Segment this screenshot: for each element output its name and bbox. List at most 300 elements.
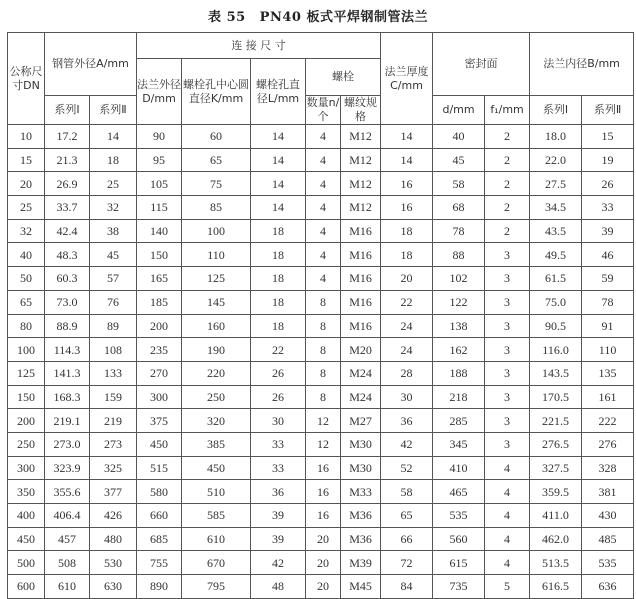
cell-bolt-circle: 250 <box>182 385 251 409</box>
cell-bore-s1: 170.5 <box>530 385 582 409</box>
cell-seal-d: 122 <box>433 290 485 314</box>
cell-bolt-hole: 26 <box>251 385 306 409</box>
cell-bolt-qty: 16 <box>306 504 341 528</box>
cell-bore-s1: 143.5 <box>530 361 582 385</box>
cell-flange-od: 235 <box>137 338 182 362</box>
cell-seal-f1: 3 <box>485 385 530 409</box>
cell-bolt-thread: M16 <box>341 219 381 243</box>
cell-pipe-od-s1: 88.9 <box>45 314 90 338</box>
cell-flange-od: 375 <box>137 409 182 433</box>
cell-seal-f1: 4 <box>485 551 530 575</box>
cell-bore-s2: 39 <box>582 219 634 243</box>
cell-bore-s2: 485 <box>582 527 634 551</box>
cell-flange-od: 685 <box>137 527 182 551</box>
header-flange-od: 法兰外径D/mm <box>137 59 182 125</box>
cell-flange-od: 185 <box>137 290 182 314</box>
table-body <box>8 125 634 599</box>
cell-seal-d: 218 <box>433 385 485 409</box>
cell-bolt-thread: M16 <box>341 290 381 314</box>
cell-pipe-od-s1: 219.1 <box>45 409 90 433</box>
cell-bolt-thread: M33 <box>341 480 381 504</box>
cell-seal-d: 188 <box>433 361 485 385</box>
cell-thickness: 14 <box>381 125 433 149</box>
table-caption: PN40 板式平焊钢制管法兰 <box>259 10 428 25</box>
cell-bore-s2: 59 <box>582 267 634 291</box>
cell-bore-s2: 222 <box>582 409 634 433</box>
cell-bolt-circle: 190 <box>182 338 251 362</box>
cell-bolt-circle: 85 <box>182 196 251 220</box>
header-connection: 连 接 尺 寸 <box>137 33 381 59</box>
cell-flange-od: 150 <box>137 243 182 267</box>
cell-flange-od: 90 <box>137 125 182 149</box>
cell-bolt-thread: M12 <box>341 125 381 149</box>
cell-bore-s2: 110 <box>582 338 634 362</box>
cell-bolt-hole: 18 <box>251 290 306 314</box>
cell-bolt-thread: M16 <box>341 243 381 267</box>
cell-seal-d: 58 <box>433 172 485 196</box>
cell-bolt-hole: 39 <box>251 504 306 528</box>
cell-bolt-hole: 22 <box>251 338 306 362</box>
cell-pipe-od-s2: 426 <box>90 504 137 528</box>
cell-pipe-od-s1: 48.3 <box>45 243 90 267</box>
cell-seal-d: 138 <box>433 314 485 338</box>
cell-bore-s2: 535 <box>582 551 634 575</box>
cell-thickness: 22 <box>381 290 433 314</box>
cell-pipe-od-s2: 45 <box>90 243 137 267</box>
cell-pipe-od-s2: 219 <box>90 409 137 433</box>
header-seal-d: d/mm <box>433 96 485 125</box>
cell-bore-s2: 636 <box>582 575 634 599</box>
cell-bolt-hole: 36 <box>251 480 306 504</box>
cell-bolt-qty: 20 <box>306 575 341 599</box>
header-bore-s1: 系列Ⅰ <box>530 96 582 125</box>
cell-bolt-hole: 33 <box>251 432 306 456</box>
cell-pipe-od-s1: 21.3 <box>45 148 90 172</box>
cell-thickness: 52 <box>381 456 433 480</box>
cell-bolt-qty: 4 <box>306 172 341 196</box>
cell-seal-d: 560 <box>433 527 485 551</box>
cell-bolt-hole: 18 <box>251 314 306 338</box>
cell-bolt-qty: 8 <box>306 290 341 314</box>
header-bolt: 螺栓 <box>306 59 381 96</box>
cell-bolt-thread: M30 <box>341 456 381 480</box>
table-row <box>8 125 634 149</box>
cell-bolt-qty: 4 <box>306 267 341 291</box>
table-row <box>8 432 634 456</box>
cell-dn: 20 <box>8 172 45 196</box>
cell-bolt-thread: M24 <box>341 361 381 385</box>
cell-dn: 80 <box>8 314 45 338</box>
cell-seal-d: 78 <box>433 219 485 243</box>
table-title <box>0 6 636 25</box>
cell-bolt-qty: 8 <box>306 361 341 385</box>
cell-flange-od: 95 <box>137 148 182 172</box>
cell-bore-s1: 359.5 <box>530 480 582 504</box>
cell-bolt-circle: 450 <box>182 456 251 480</box>
table-row <box>8 575 634 599</box>
cell-seal-d: 40 <box>433 125 485 149</box>
table-row <box>8 480 634 504</box>
table-row <box>8 551 634 575</box>
cell-bore-s1: 116.0 <box>530 338 582 362</box>
cell-flange-od: 755 <box>137 551 182 575</box>
cell-dn: 300 <box>8 456 45 480</box>
cell-bolt-qty: 4 <box>306 196 341 220</box>
header-bolt-thread: 螺纹规格 <box>341 96 381 125</box>
cell-dn: 200 <box>8 409 45 433</box>
cell-bolt-thread: M16 <box>341 267 381 291</box>
cell-bolt-hole: 33 <box>251 456 306 480</box>
cell-thickness: 65 <box>381 504 433 528</box>
cell-thickness: 24 <box>381 314 433 338</box>
cell-seal-d: 735 <box>433 575 485 599</box>
cell-pipe-od-s1: 42.4 <box>45 219 90 243</box>
cell-bore-s1: 327.5 <box>530 456 582 480</box>
cell-bore-s2: 33 <box>582 196 634 220</box>
cell-pipe-od-s2: 133 <box>90 361 137 385</box>
cell-flange-od: 300 <box>137 385 182 409</box>
cell-dn: 15 <box>8 148 45 172</box>
cell-seal-d: 102 <box>433 267 485 291</box>
cell-flange-od: 660 <box>137 504 182 528</box>
cell-bore-s1: 27.5 <box>530 172 582 196</box>
cell-pipe-od-s2: 57 <box>90 267 137 291</box>
cell-bolt-hole: 18 <box>251 243 306 267</box>
header-bore: 法兰内径B/mm <box>530 33 634 96</box>
cell-seal-d: 345 <box>433 432 485 456</box>
table-row <box>8 243 634 267</box>
cell-bolt-circle: 510 <box>182 480 251 504</box>
cell-bolt-qty: 8 <box>306 385 341 409</box>
cell-seal-f1: 3 <box>485 432 530 456</box>
cell-seal-d: 410 <box>433 456 485 480</box>
cell-pipe-od-s1: 60.3 <box>45 267 90 291</box>
cell-seal-f1: 2 <box>485 172 530 196</box>
cell-pipe-od-s1: 323.9 <box>45 456 90 480</box>
cell-pipe-od-s2: 480 <box>90 527 137 551</box>
cell-thickness: 42 <box>381 432 433 456</box>
cell-thickness: 58 <box>381 480 433 504</box>
cell-pipe-od-s2: 14 <box>90 125 137 149</box>
cell-pipe-od-s2: 530 <box>90 551 137 575</box>
cell-pipe-od-s2: 630 <box>90 575 137 599</box>
cell-bore-s2: 430 <box>582 504 634 528</box>
cell-seal-d: 535 <box>433 504 485 528</box>
cell-seal-f1: 3 <box>485 267 530 291</box>
cell-pipe-od-s1: 508 <box>45 551 90 575</box>
cell-pipe-od-s2: 38 <box>90 219 137 243</box>
cell-pipe-od-s2: 32 <box>90 196 137 220</box>
cell-pipe-od-s1: 26.9 <box>45 172 90 196</box>
cell-thickness: 36 <box>381 409 433 433</box>
table-row <box>8 314 634 338</box>
cell-bolt-thread: M16 <box>341 314 381 338</box>
cell-dn: 500 <box>8 551 45 575</box>
cell-bolt-thread: M12 <box>341 196 381 220</box>
cell-seal-f1: 3 <box>485 361 530 385</box>
cell-bolt-thread: M12 <box>341 148 381 172</box>
table-row <box>8 172 634 196</box>
cell-bolt-circle: 610 <box>182 527 251 551</box>
cell-bolt-thread: M45 <box>341 575 381 599</box>
cell-pipe-od-s1: 114.3 <box>45 338 90 362</box>
cell-bolt-qty: 20 <box>306 527 341 551</box>
cell-bolt-qty: 4 <box>306 219 341 243</box>
header-bolt-qty: 数量n/个 <box>306 96 340 123</box>
cell-bolt-circle: 100 <box>182 219 251 243</box>
cell-pipe-od-s1: 610 <box>45 575 90 599</box>
cell-thickness: 72 <box>381 551 433 575</box>
cell-bolt-thread: M30 <box>341 432 381 456</box>
cell-flange-od: 515 <box>137 456 182 480</box>
cell-dn: 65 <box>8 290 45 314</box>
cell-seal-f1: 2 <box>485 125 530 149</box>
cell-bolt-hole: 14 <box>251 172 306 196</box>
cell-dn: 32 <box>8 219 45 243</box>
cell-bolt-circle: 320 <box>182 409 251 433</box>
cell-bore-s1: 18.0 <box>530 125 582 149</box>
cell-seal-d: 162 <box>433 338 485 362</box>
cell-seal-d: 465 <box>433 480 485 504</box>
cell-pipe-od-s2: 18 <box>90 148 137 172</box>
cell-bore-s1: 61.5 <box>530 267 582 291</box>
cell-seal-d: 88 <box>433 243 485 267</box>
header-bolt-hole: 螺栓孔直径L/mm <box>251 59 306 125</box>
cell-seal-f1: 3 <box>485 338 530 362</box>
cell-bore-s2: 135 <box>582 361 634 385</box>
cell-seal-d: 615 <box>433 551 485 575</box>
cell-pipe-od-s1: 168.3 <box>45 385 90 409</box>
cell-flange-od: 115 <box>137 196 182 220</box>
cell-flange-od: 580 <box>137 480 182 504</box>
cell-bore-s1: 49.5 <box>530 243 582 267</box>
table-row <box>8 267 634 291</box>
header-seal-face: 密封面 <box>433 33 530 96</box>
cell-bore-s1: 462.0 <box>530 527 582 551</box>
cell-bolt-qty: 16 <box>306 456 341 480</box>
cell-dn: 350 <box>8 480 45 504</box>
header-thickness: 法兰厚度C/mm <box>381 33 433 125</box>
cell-bore-s2: 26 <box>582 172 634 196</box>
cell-bolt-qty: 12 <box>306 409 341 433</box>
cell-bolt-thread: M24 <box>341 385 381 409</box>
cell-bolt-circle: 385 <box>182 432 251 456</box>
cell-bolt-circle: 65 <box>182 148 251 172</box>
cell-flange-od: 200 <box>137 314 182 338</box>
cell-bolt-qty: 4 <box>306 125 341 149</box>
cell-pipe-od-s2: 273 <box>90 432 137 456</box>
cell-bolt-hole: 26 <box>251 361 306 385</box>
cell-bolt-circle: 160 <box>182 314 251 338</box>
cell-bolt-circle: 75 <box>182 172 251 196</box>
cell-bolt-hole: 18 <box>251 219 306 243</box>
cell-bore-s2: 78 <box>582 290 634 314</box>
cell-thickness: 16 <box>381 172 433 196</box>
cell-bolt-qty: 12 <box>306 432 341 456</box>
cell-seal-f1: 2 <box>485 219 530 243</box>
cell-bore-s2: 91 <box>582 314 634 338</box>
cell-seal-f1: 2 <box>485 196 530 220</box>
cell-bolt-circle: 220 <box>182 361 251 385</box>
cell-bore-s1: 43.5 <box>530 219 582 243</box>
cell-flange-od: 450 <box>137 432 182 456</box>
cell-bore-s2: 328 <box>582 456 634 480</box>
cell-thickness: 18 <box>381 219 433 243</box>
cell-bolt-thread: M36 <box>341 527 381 551</box>
cell-seal-d: 285 <box>433 409 485 433</box>
cell-bore-s1: 513.5 <box>530 551 582 575</box>
cell-dn: 40 <box>8 243 45 267</box>
cell-seal-f1: 3 <box>485 243 530 267</box>
cell-dn: 400 <box>8 504 45 528</box>
cell-seal-f1: 5 <box>485 575 530 599</box>
cell-pipe-od-s2: 25 <box>90 172 137 196</box>
cell-thickness: 18 <box>381 243 433 267</box>
cell-pipe-od-s2: 89 <box>90 314 137 338</box>
cell-seal-f1: 4 <box>485 527 530 551</box>
cell-dn: 150 <box>8 385 45 409</box>
cell-bolt-hole: 42 <box>251 551 306 575</box>
header-series2: 系列Ⅱ <box>90 96 137 125</box>
cell-seal-f1: 2 <box>485 148 530 172</box>
cell-thickness: 66 <box>381 527 433 551</box>
cell-flange-od: 890 <box>137 575 182 599</box>
cell-bolt-qty: 8 <box>306 338 341 362</box>
cell-thickness: 14 <box>381 148 433 172</box>
cell-bore-s1: 34.5 <box>530 196 582 220</box>
cell-bore-s1: 90.5 <box>530 314 582 338</box>
cell-bolt-qty: 8 <box>306 314 341 338</box>
cell-flange-od: 165 <box>137 267 182 291</box>
table-row <box>8 196 634 220</box>
cell-bolt-thread: M36 <box>341 504 381 528</box>
cell-pipe-od-s1: 457 <box>45 527 90 551</box>
cell-seal-f1: 3 <box>485 314 530 338</box>
cell-seal-f1: 3 <box>485 290 530 314</box>
table-row <box>8 148 634 172</box>
cell-thickness: 30 <box>381 385 433 409</box>
cell-pipe-od-s2: 108 <box>90 338 137 362</box>
flange-dimension-table <box>7 32 634 599</box>
cell-bore-s2: 161 <box>582 385 634 409</box>
cell-bolt-qty: 4 <box>306 243 341 267</box>
header-dn: 公称尺寸DN <box>8 33 45 125</box>
cell-dn: 250 <box>8 432 45 456</box>
cell-thickness: 28 <box>381 361 433 385</box>
cell-bore-s2: 19 <box>582 148 634 172</box>
cell-bolt-hole: 48 <box>251 575 306 599</box>
table-row <box>8 290 634 314</box>
table-row <box>8 385 634 409</box>
cell-bore-s1: 276.5 <box>530 432 582 456</box>
table-row <box>8 338 634 362</box>
cell-bolt-circle: 670 <box>182 551 251 575</box>
cell-bolt-hole: 18 <box>251 267 306 291</box>
cell-bolt-circle: 145 <box>182 290 251 314</box>
cell-bore-s1: 22.0 <box>530 148 582 172</box>
cell-bolt-qty: 20 <box>306 551 341 575</box>
cell-dn: 600 <box>8 575 45 599</box>
cell-bolt-circle: 125 <box>182 267 251 291</box>
header-bore-s2: 系列Ⅱ <box>582 96 634 125</box>
cell-seal-f1: 4 <box>485 480 530 504</box>
cell-flange-od: 270 <box>137 361 182 385</box>
cell-bolt-qty: 16 <box>306 480 341 504</box>
header-pipe-od: 钢管外径A/mm <box>45 33 137 96</box>
cell-flange-od: 140 <box>137 219 182 243</box>
cell-dn: 125 <box>8 361 45 385</box>
cell-pipe-od-s1: 33.7 <box>45 196 90 220</box>
cell-bolt-thread: M20 <box>341 338 381 362</box>
cell-seal-d: 45 <box>433 148 485 172</box>
cell-bolt-circle: 60 <box>182 125 251 149</box>
cell-bolt-circle: 585 <box>182 504 251 528</box>
header-seal-f1: f₁/mm <box>485 96 530 125</box>
cell-bolt-thread: M27 <box>341 409 381 433</box>
table-row <box>8 409 634 433</box>
cell-pipe-od-s1: 141.3 <box>45 361 90 385</box>
cell-pipe-od-s2: 159 <box>90 385 137 409</box>
cell-pipe-od-s1: 355.6 <box>45 480 90 504</box>
cell-bore-s2: 276 <box>582 432 634 456</box>
cell-pipe-od-s1: 17.2 <box>45 125 90 149</box>
cell-bolt-thread: M39 <box>341 551 381 575</box>
cell-pipe-od-s2: 76 <box>90 290 137 314</box>
cell-seal-f1: 4 <box>485 504 530 528</box>
cell-pipe-od-s1: 406.4 <box>45 504 90 528</box>
cell-bolt-thread: M12 <box>341 172 381 196</box>
cell-bolt-hole: 14 <box>251 125 306 149</box>
cell-pipe-od-s2: 325 <box>90 456 137 480</box>
table-number: 表 55 <box>208 10 246 25</box>
cell-bolt-hole: 14 <box>251 148 306 172</box>
cell-dn: 10 <box>8 125 45 149</box>
cell-bore-s2: 15 <box>582 125 634 149</box>
cell-bore-s1: 75.0 <box>530 290 582 314</box>
table-row <box>8 504 634 528</box>
cell-flange-od: 105 <box>137 172 182 196</box>
cell-thickness: 20 <box>381 267 433 291</box>
header-series1: 系列Ⅰ <box>45 96 90 125</box>
cell-bolt-qty: 4 <box>306 148 341 172</box>
table-row <box>8 219 634 243</box>
table-row <box>8 527 634 551</box>
cell-pipe-od-s1: 73.0 <box>45 290 90 314</box>
cell-seal-d: 68 <box>433 196 485 220</box>
cell-bolt-hole: 39 <box>251 527 306 551</box>
cell-seal-f1: 4 <box>485 456 530 480</box>
cell-bore-s2: 46 <box>582 243 634 267</box>
cell-seal-f1: 3 <box>485 409 530 433</box>
cell-bolt-circle: 110 <box>182 243 251 267</box>
cell-dn: 50 <box>8 267 45 291</box>
cell-bore-s2: 381 <box>582 480 634 504</box>
cell-bolt-circle: 795 <box>182 575 251 599</box>
cell-thickness: 16 <box>381 196 433 220</box>
cell-dn: 25 <box>8 196 45 220</box>
cell-thickness: 84 <box>381 575 433 599</box>
cell-bore-s1: 616.5 <box>530 575 582 599</box>
cell-bolt-hole: 30 <box>251 409 306 433</box>
cell-thickness: 24 <box>381 338 433 362</box>
cell-dn: 450 <box>8 527 45 551</box>
table-row <box>8 456 634 480</box>
cell-bolt-hole: 14 <box>251 196 306 220</box>
cell-pipe-od-s1: 273.0 <box>45 432 90 456</box>
cell-dn: 100 <box>8 338 45 362</box>
table-row <box>8 361 634 385</box>
cell-bore-s1: 221.5 <box>530 409 582 433</box>
